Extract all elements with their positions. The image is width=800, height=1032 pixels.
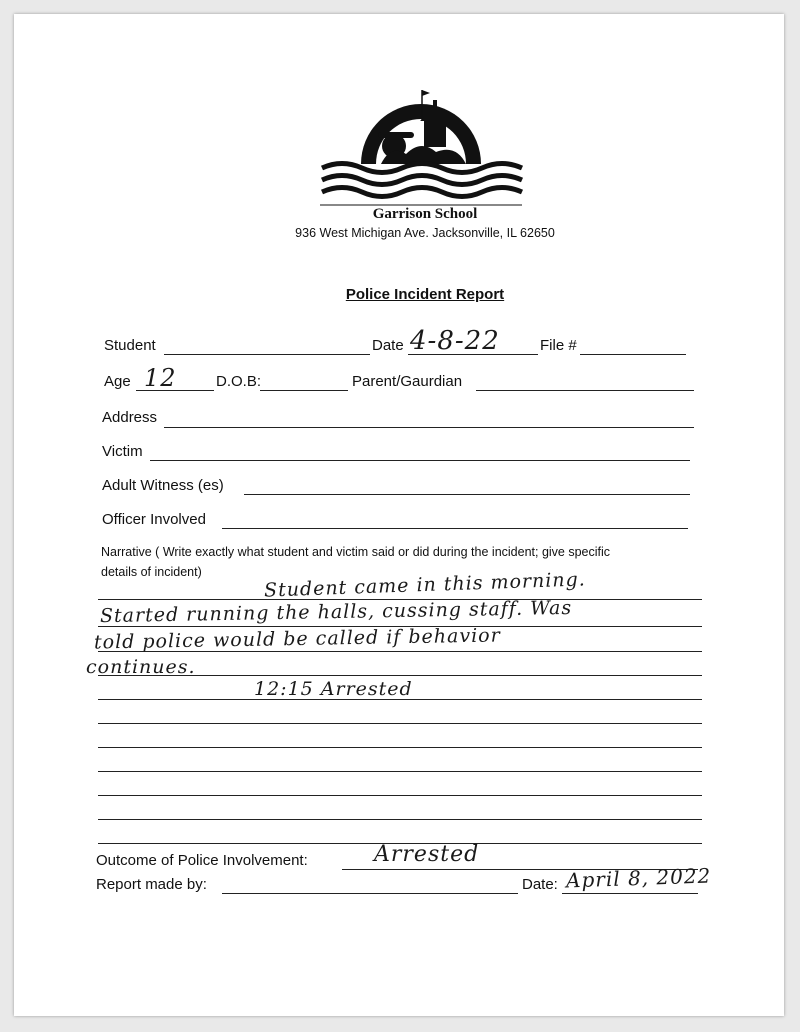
officer-field[interactable] <box>222 528 688 529</box>
report-by-field[interactable] <box>222 893 518 894</box>
date-label: Date <box>372 337 404 354</box>
victim-label: Victim <box>102 443 143 460</box>
narrative-text-line4: continues. <box>86 656 196 678</box>
address-field[interactable] <box>164 427 694 428</box>
age-value: 12 <box>144 364 177 392</box>
officer-label: Officer Involved <box>102 511 206 528</box>
address-label: Address <box>102 409 158 426</box>
narrative-line[interactable] <box>98 747 702 748</box>
school-address: 936 West Michigan Ave. Jacksonville, IL 62650 <box>295 226 555 240</box>
narrative-label-line1: Narrative ( Write exactly what student and victim said or did during the incident; give specific <box>101 545 611 559</box>
victim-field[interactable] <box>150 460 690 461</box>
outcome-label: Outcome of Police Involvement: <box>96 852 308 869</box>
student-label: Student <box>104 337 156 354</box>
school-name: Garrison School <box>372 206 478 222</box>
narrative-label-line2: details of incident) <box>101 565 202 579</box>
witness-field[interactable] <box>244 494 690 495</box>
outcome-value: Arrested <box>374 842 480 867</box>
parent-field[interactable] <box>476 390 694 391</box>
dob-field[interactable] <box>260 390 348 391</box>
file-label: File # <box>540 337 577 354</box>
parent-label: Parent/Gaurdian <box>352 373 463 390</box>
narrative-line[interactable] <box>98 795 702 796</box>
narrative-text-line5: 12:15 Arrested <box>254 678 413 700</box>
report-date-field[interactable] <box>562 893 698 894</box>
narrative-line[interactable] <box>98 819 702 820</box>
form-title: Police Incident Report <box>345 286 505 303</box>
dob-label: D.O.B: <box>216 373 262 390</box>
file-field[interactable] <box>580 354 686 355</box>
report-sheet <box>14 14 784 1016</box>
age-label: Age <box>104 373 131 390</box>
narrative-text-line3: told police would be called if behavior <box>93 624 501 654</box>
narrative-text-line2: Started running the halls, cussing staff. Was <box>99 596 573 628</box>
report-date-label: Date: <box>522 876 558 893</box>
narrative-line[interactable] <box>98 723 702 724</box>
student-field[interactable] <box>164 354 370 355</box>
narrative-text-line1: Student came in this morning. <box>263 568 587 602</box>
school-logo <box>306 64 536 214</box>
date-value: 4-8-22 <box>410 326 500 356</box>
report-by-label: Report made by: <box>96 876 207 893</box>
witness-label: Adult Witness (es) <box>102 477 224 494</box>
narrative-line[interactable] <box>98 771 702 772</box>
report-date-value: April 8, 2022 <box>565 863 712 893</box>
